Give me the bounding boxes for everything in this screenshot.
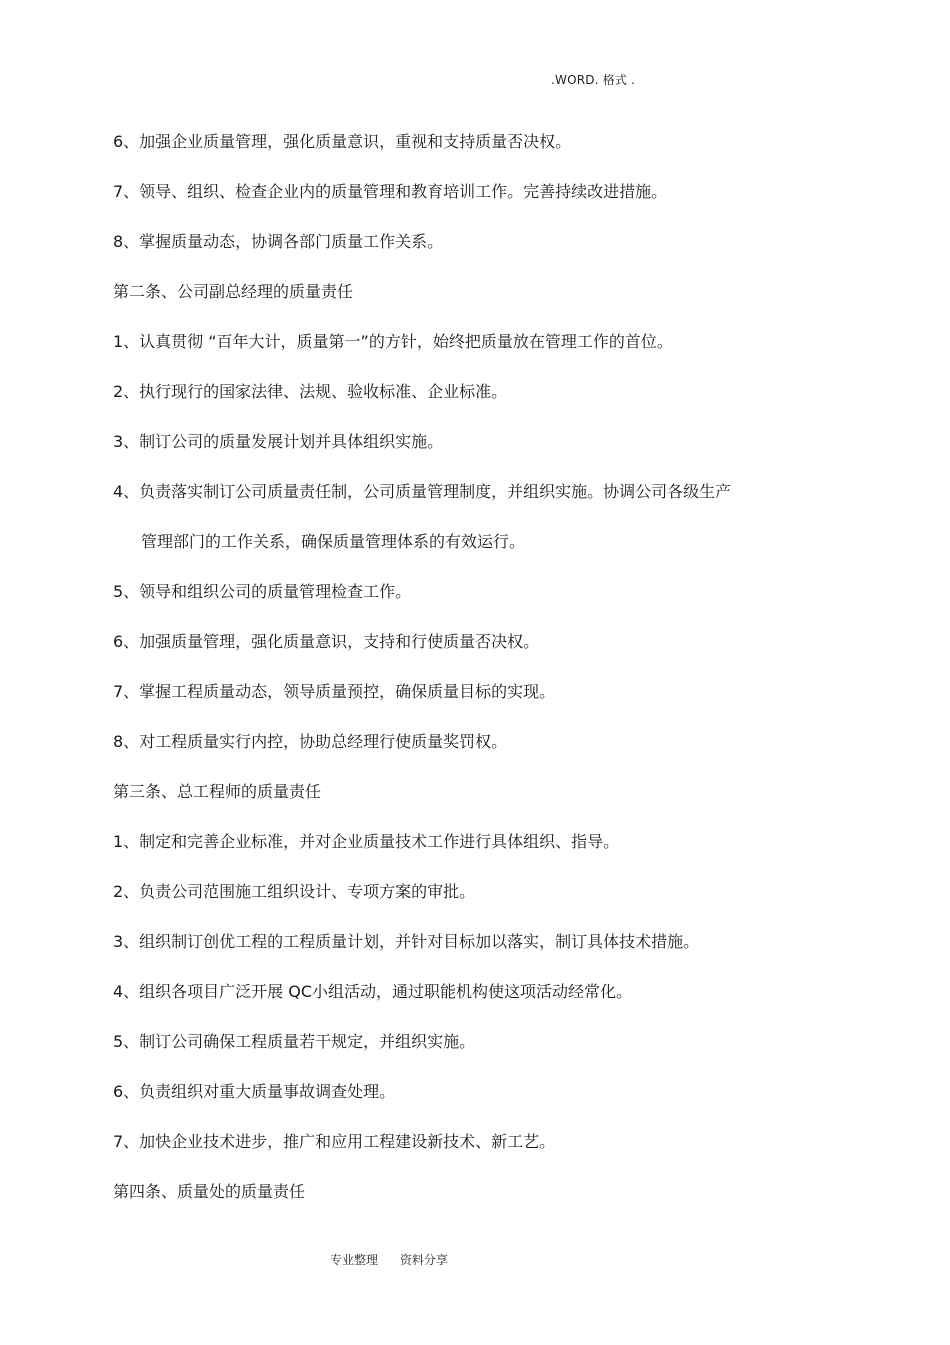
item-3-quality-plan-excellence: 3、组织制订创优工程的工程质量计划，并针对目标加以落实，制订具体技术措施。: [113, 932, 700, 951]
item-5-quality-regulations: 5、制订公司确保工程质量若干规定，并组织实施。: [113, 1032, 476, 1051]
item-6-accident-investigation: 6、负责组织对重大质量事故调查处理。: [113, 1082, 396, 1101]
item-2-design-approval: 2、负责公司范围施工组织设计、专项方案的审批。: [113, 882, 476, 901]
footer-left-text: 专业整理: [330, 1253, 379, 1267]
item-6-enhance-quality-management: 6、加强企业质量管理，强化质量意识，重视和支持质量否决权。: [113, 132, 572, 151]
item-8-quality-dynamics: 8、掌握质量动态，协调各部门质量工作关系。: [113, 232, 444, 251]
item-3-quality-plan: 3、制订公司的质量发展计划并具体组织实施。: [113, 432, 444, 451]
item-1-enterprise-standards: 1、制定和完善企业标准，并对企业质量技术工作进行具体组织、指导。: [113, 832, 620, 851]
item-8-internal-control: 8、对工程质量实行内控，协助总经理行使质量奖罚权。: [113, 732, 508, 751]
footer-right-text: 资料分享: [399, 1253, 448, 1267]
item-1-implement-policy: 1、认真贯彻 “百年大计，质量第一”的方针，始终把质量放在管理工作的首位。: [113, 332, 673, 351]
item-5-lead-inspection: 5、领导和组织公司的质量管理检查工作。: [113, 582, 412, 601]
section-heading-article-4: 第四条、质量处的质量责任: [113, 1182, 306, 1201]
page-header: .WORD. 格式 .: [551, 73, 636, 87]
section-heading-article-2: 第二条、公司副总经理的质量责任: [113, 282, 354, 301]
section-heading-article-3: 第三条、总工程师的质量责任: [113, 782, 322, 801]
item-4-qc-activities: 4、组织各项目广泛开展 QC小组活动，通过职能机构使这项活动经常化。: [113, 982, 633, 1001]
item-7-quality-precontrol: 7、掌握工程质量动态，领导质量预控，确保质量目标的实现。: [113, 682, 556, 701]
item-4-responsibility-system: 4、负责落实制订公司质量责任制，公司质量管理制度，并组织实施。协调公司各级生产: [113, 482, 732, 501]
item-2-execute-laws: 2、执行现行的国家法律、法规、验收标准、企业标准。: [113, 382, 508, 401]
item-6-quality-veto: 6、加强质量管理，强化质量意识，支持和行使质量否决权。: [113, 632, 540, 651]
item-7-technical-progress: 7、加快企业技术进步，推广和应用工程建设新技术、新工艺。: [113, 1132, 556, 1151]
item-7-lead-inspection-training: 7、领导、组织、检查企业内的质量管理和教育培训工作。完善持续改进措施。: [113, 182, 668, 201]
item-4-continuation: 管理部门的工作关系，确保质量管理体系的有效运行。: [141, 532, 526, 551]
page-footer: [330, 1251, 448, 1268]
